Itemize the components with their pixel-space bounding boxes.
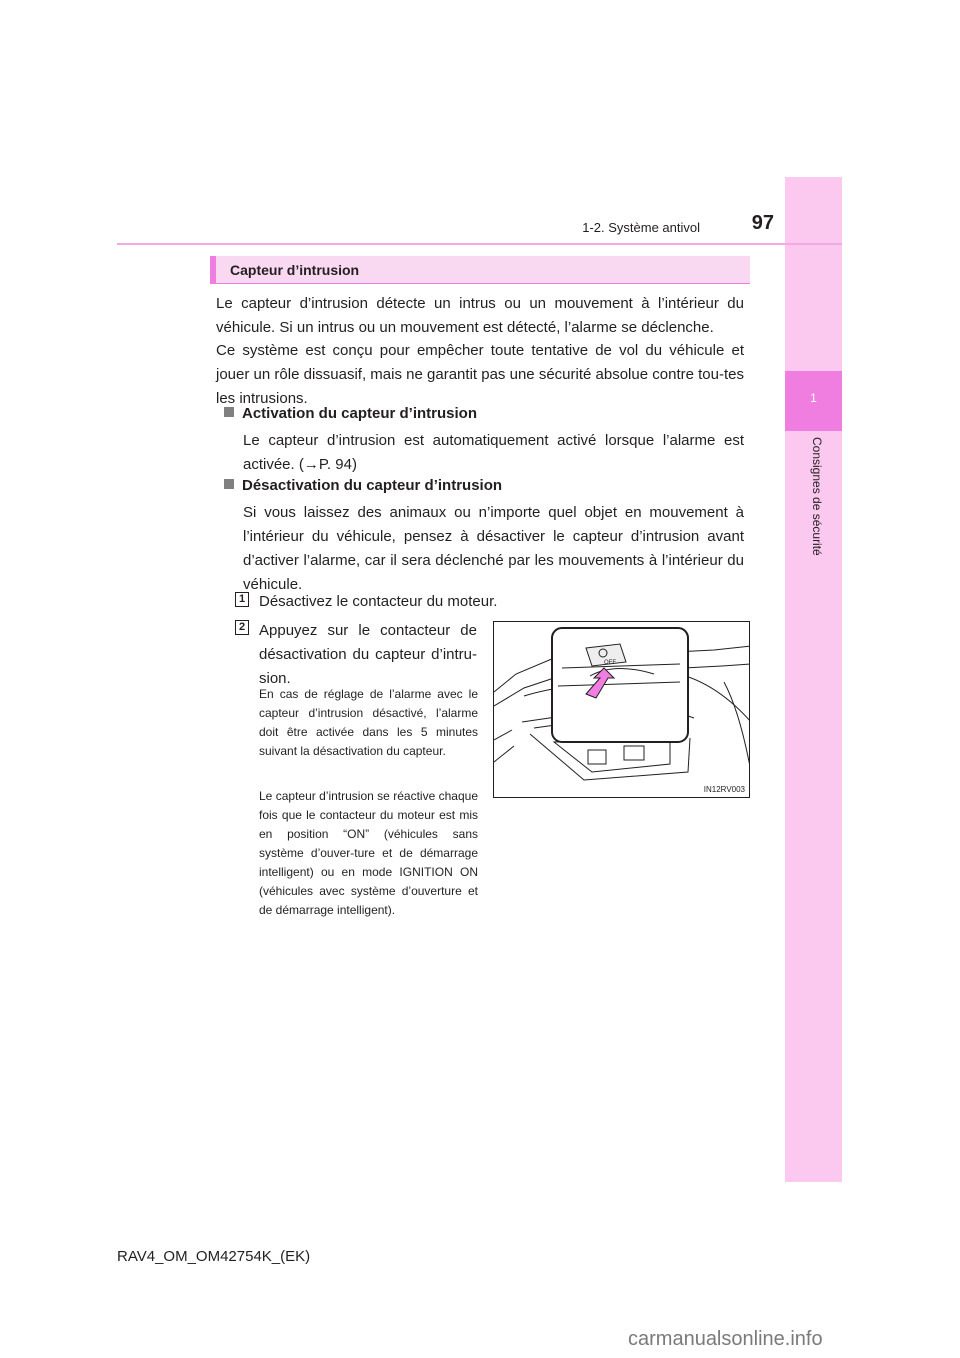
document-code: RAV4_OM_OM42754K_(EK) <box>117 1248 311 1265</box>
chapter-title: Consignes de sécurité <box>810 437 824 556</box>
chapter-number: 1 <box>810 391 817 405</box>
off-button-label: OFF <box>604 660 616 666</box>
step-text-1: Désactivez le contacteur du moteur. <box>259 593 498 610</box>
note-reactivation: Le capteur d’intrusion se réactive chaque fois que le contacteur du moteur est mis en position “ON” (véhicules sans système d’ouver-ture et de démarrage intelligent) ou en mode IGNITION ON (véhicules avec système d’ouverture et de démarrage intelligent). <box>259 789 478 917</box>
console-drawing <box>494 622 750 798</box>
subheading-activation <box>224 405 477 422</box>
figure-id: IN12RV003 <box>703 785 745 794</box>
overhead-console-illustration <box>493 621 750 798</box>
step-number-2: 2 <box>235 620 249 635</box>
header-section-title: 1-2. Système antivol <box>582 220 700 235</box>
watermark: carmanualsonline.info <box>628 1328 823 1350</box>
intro-paragraph: Le capteur d’intrusion détecte un intrus ou un mouvement à l’intérieur du véhicule. Si un intrus ou un mouvement est détecté, l’alarme se déclenche. <box>216 295 744 336</box>
note-alarm-timing: En cas de réglage de l’alarme avec le capteur d’intrusion désactivé, l’alarme doit être activée dans les 5 minutes suivant la désactivation du capteur. <box>259 687 478 758</box>
subheading-activation-label: Activation du capteur d’intrusion <box>242 405 478 422</box>
deactivation-paragraph: Si vous laissez des animaux ou n’importe quel objet en mouvement à l’intérieur du véhicule, pensez à désactiver le capteur d’intrusion avant d’activer l’alarme, car il sera déclenché par les mouvements à l’intérieur du véhicule. <box>243 504 744 593</box>
section-heading-bar <box>210 256 750 284</box>
subheading-deactivation <box>224 477 502 494</box>
square-bullet-icon <box>224 407 234 417</box>
step-text-2: Appuyez sur le contacteur de désactivation du capteur d’intru-sion. <box>259 622 477 687</box>
header-divider <box>117 243 842 245</box>
chapter-side-tab <box>785 177 842 1182</box>
step-number-1: 1 <box>235 592 249 607</box>
page-number: 97 <box>751 212 774 234</box>
activation-paragraph: Le capteur d’intrusion est automatiquement activé lorsque l’alarme est activée. (→P. 94) <box>243 432 744 473</box>
subheading-deactivation-label: Désactivation du capteur d’intrusion <box>242 477 503 494</box>
section-title: Capteur d’intrusion <box>230 262 360 278</box>
purpose-paragraph: Ce système est conçu pour empêcher toute tentative de vol du véhicule et jouer un rôle dissuasif, mais ne garantit pas une sécurité absolue contre tou-tes les intrusions. <box>216 342 744 407</box>
square-bullet-icon <box>224 479 234 489</box>
